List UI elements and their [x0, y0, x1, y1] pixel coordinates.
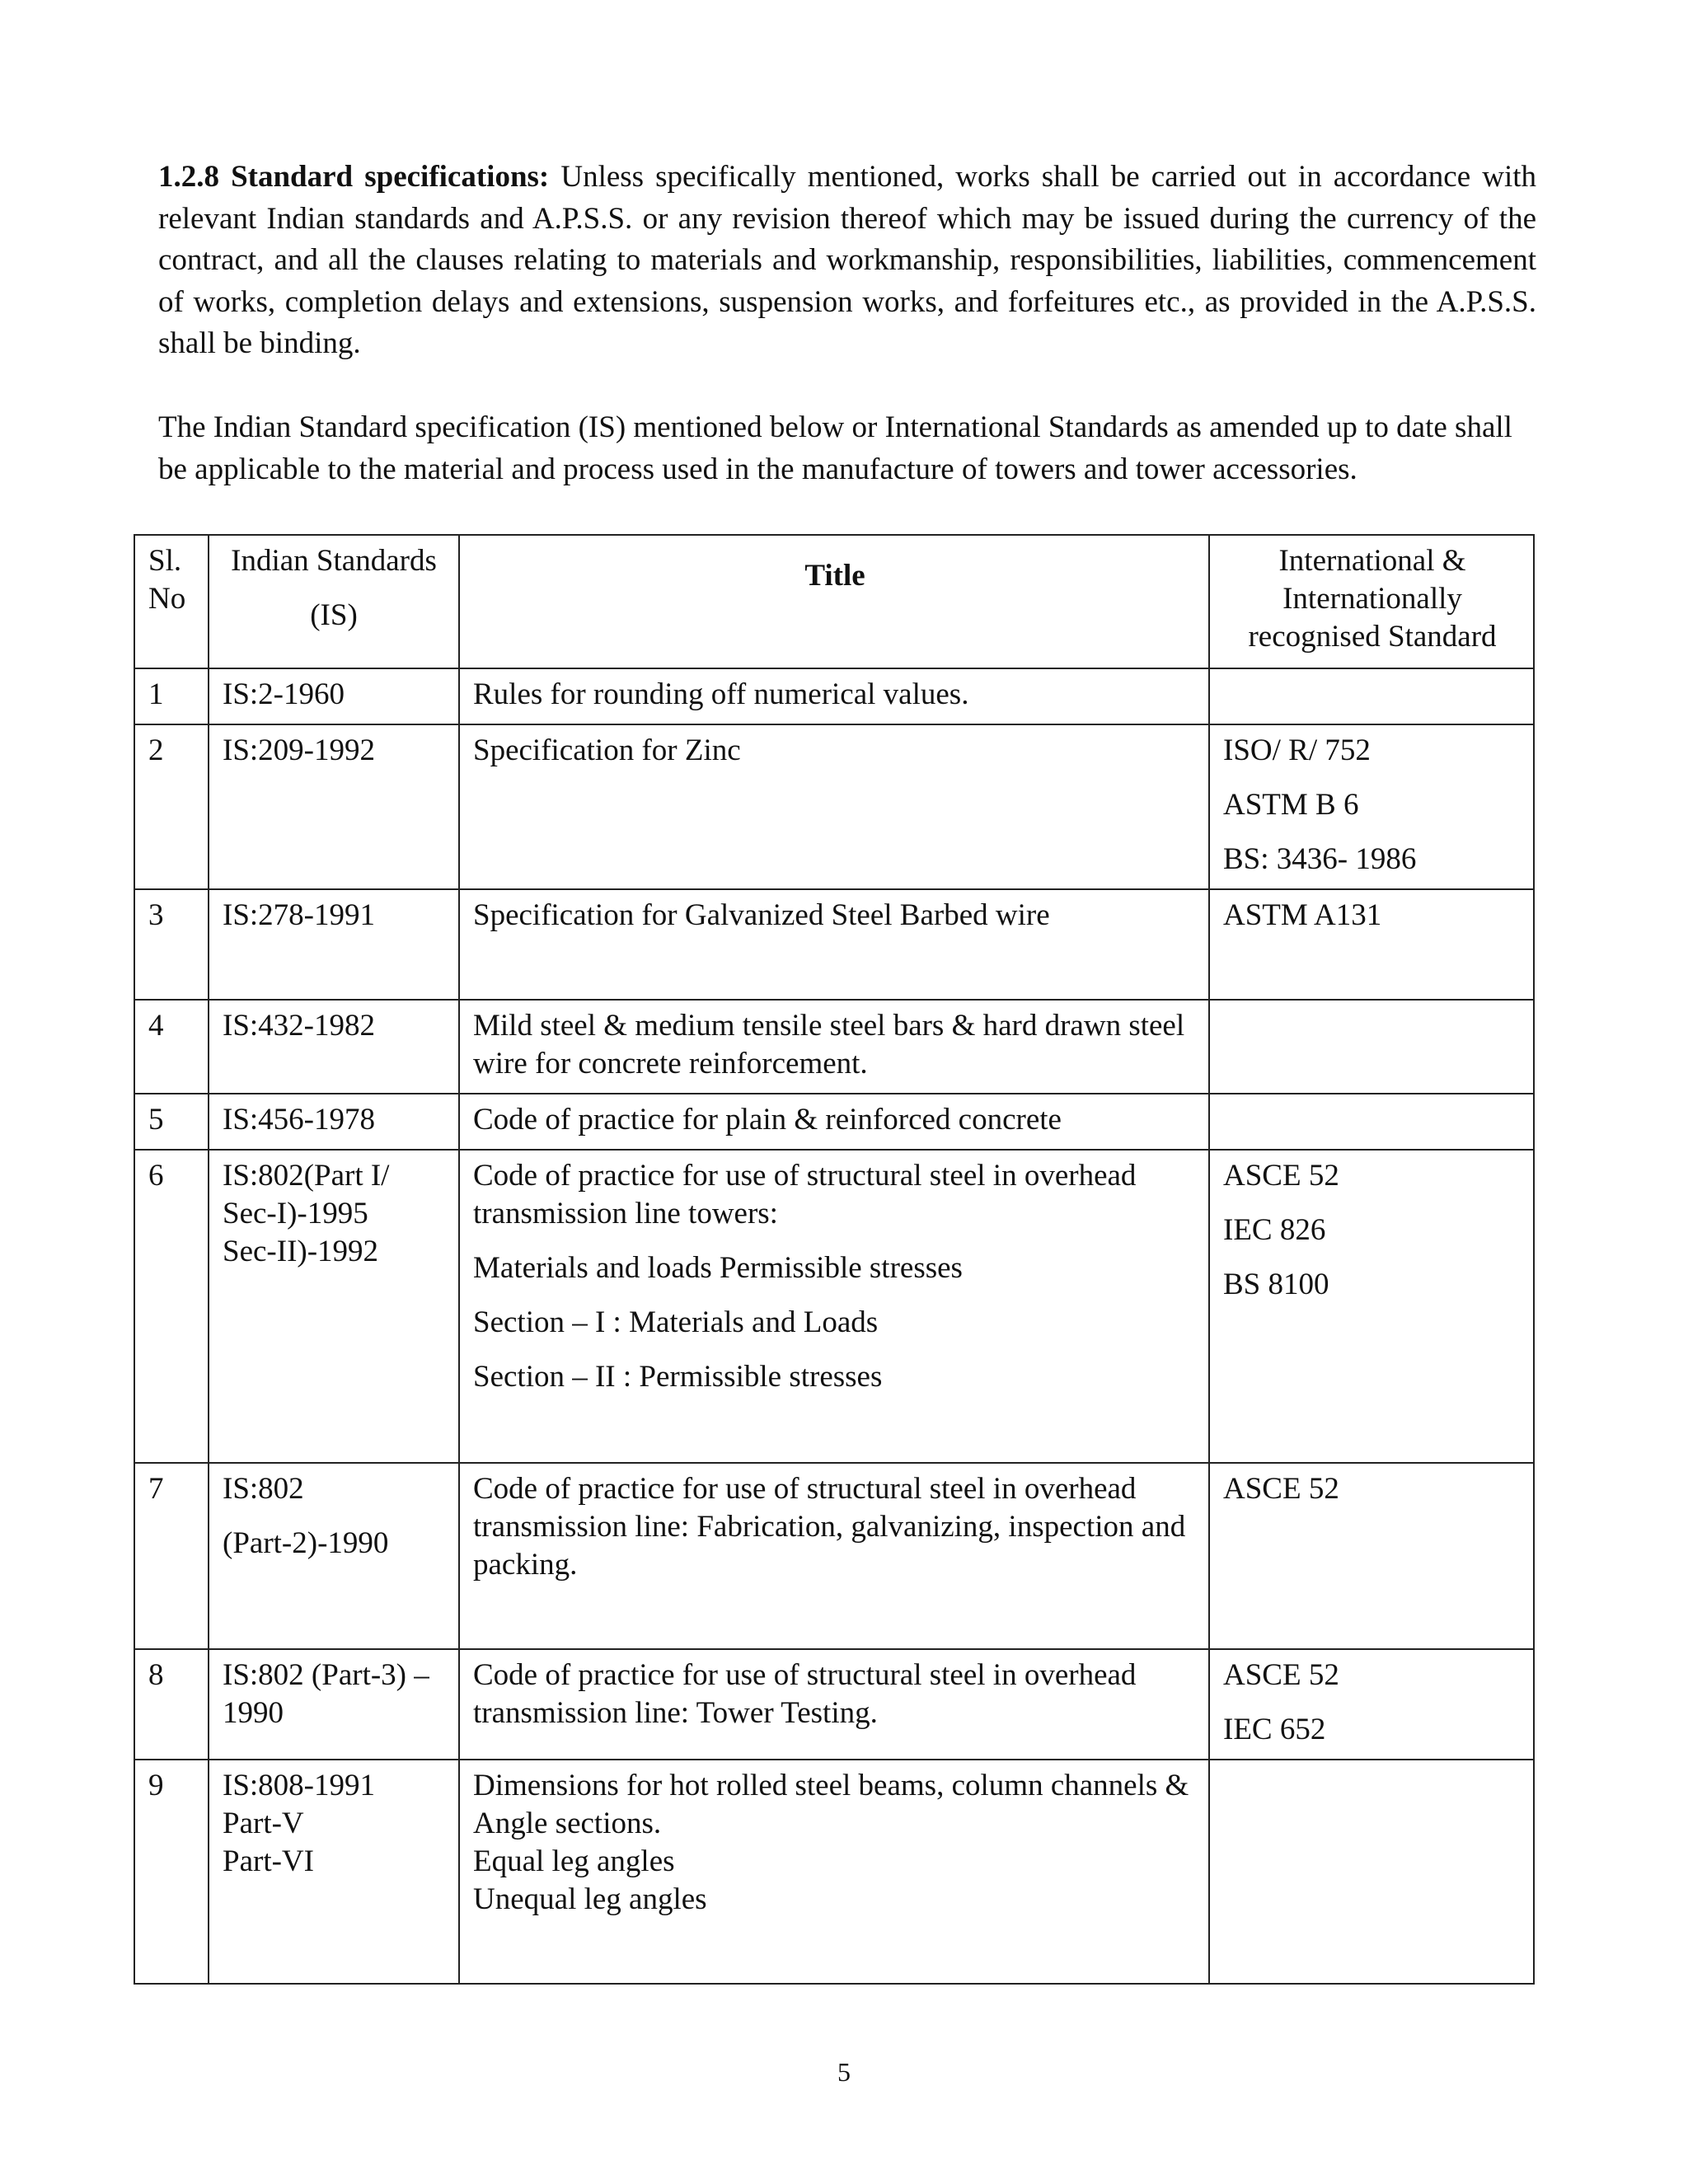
table-row: [134, 1463, 1534, 1649]
cell-international-standard: ASCE 52 IEC 652: [1209, 1649, 1534, 1760]
cell-international-standard: [1209, 668, 1534, 724]
cell-sl-no: 7: [134, 1463, 209, 1649]
table-row: [134, 1649, 1534, 1760]
cell-indian-standard: IS:802 (Part-2)-1990: [209, 1463, 459, 1649]
table-header-row: [134, 535, 1534, 668]
cell-sl-no: 6: [134, 1150, 209, 1463]
cell-title: Mild steel & medium tensile steel bars & hard drawn steel wire for concrete reinforcement.: [459, 1000, 1209, 1094]
cell-title: Code of practice for use of structural steel in overhead transmission line: Tower Testing.: [459, 1649, 1209, 1760]
cell-title: Rules for rounding off numerical values.: [459, 668, 1209, 724]
cell-international-standard: ASCE 52 IEC 826 BS 8100: [1209, 1150, 1534, 1463]
cell-sl-no: 3: [134, 889, 209, 1000]
table-row: [134, 724, 1534, 889]
table-row: [134, 889, 1534, 1000]
cell-sl-no: 4: [134, 1000, 209, 1094]
cell-sl-no: 9: [134, 1760, 209, 1984]
table-row: [134, 1000, 1534, 1094]
standard-specifications-paragraph: [158, 157, 1536, 365]
cell-sl-no: 8: [134, 1649, 209, 1760]
section-heading: 1.2.8 Standard specifications:: [158, 160, 550, 194]
table-row: [134, 1760, 1534, 1984]
cell-sl-no: 2: [134, 724, 209, 889]
cell-international-standard: [1209, 1000, 1534, 1094]
standards-table: [134, 534, 1535, 1985]
cell-title: Specification for Zinc: [459, 724, 1209, 889]
header-indian-standards: Indian Standards (IS): [209, 535, 459, 668]
header-title: Title: [459, 535, 1209, 668]
page-number: 5: [837, 2057, 851, 2087]
cell-international-standard: ISO/ R/ 752 ASTM B 6 BS: 3436- 1986: [1209, 724, 1534, 889]
header-sl-no: Sl. No: [134, 535, 209, 668]
header-international-standard: International & Internationally recognised Standard: [1209, 535, 1534, 668]
cell-title: Code of practice for use of structural steel in overhead transmission line: Fabrication, galvanizing, inspection and packing.: [459, 1463, 1209, 1649]
section-body: Unless specifically mentioned, works shall be carried out in accordance with relevant Indian standards and A.P.S.S. or any revision thereof which may be issued during the currency of the contract, and all the clauses relating to materials and workmanship, responsibilities, liabilities, commencement of works, completion delays and extensions, suspension works, and forfeitures etc., as provided in the A.P.S.S. shall be binding.: [158, 160, 1537, 360]
cell-indian-standard: IS:278-1991: [209, 889, 459, 1000]
cell-sl-no: 1: [134, 668, 209, 724]
cell-indian-standard: IS:209-1992: [209, 724, 459, 889]
cell-title: Specification for Galvanized Steel Barbed wire: [459, 889, 1209, 1000]
table-row: [134, 1094, 1534, 1150]
cell-international-standard: ASCE 52: [1209, 1463, 1534, 1649]
cell-indian-standard: IS:808-1991 Part-V Part-VI: [209, 1760, 459, 1984]
cell-title: Code of practice for use of structural steel in overhead transmission line towers: Materials and loads Permissible stresses Section – I : Materials and Loads Section – II : Permissible stresses: [459, 1150, 1209, 1463]
table-row: [134, 668, 1534, 724]
cell-sl-no: 5: [134, 1094, 209, 1150]
cell-indian-standard: IS:2-1960: [209, 668, 459, 724]
cell-indian-standard: IS:456-1978: [209, 1094, 459, 1150]
table-row: [134, 1150, 1534, 1463]
cell-indian-standard: IS:432-1982: [209, 1000, 459, 1094]
cell-indian-standard: IS:802 (Part-3) – 1990: [209, 1649, 459, 1760]
cell-international-standard: [1209, 1760, 1534, 1984]
cell-title: Code of practice for plain & reinforced concrete: [459, 1094, 1209, 1150]
cell-indian-standard: IS:802(Part I/ Sec-I)-1995 Sec-II)-1992: [209, 1150, 459, 1463]
cell-title: Dimensions for hot rolled steel beams, column channels & Angle sections. Equal leg angles Unequal leg angles: [459, 1760, 1209, 1984]
cell-international-standard: [1209, 1094, 1534, 1150]
intro-paragraph: The Indian Standard specification (IS) mentioned below or International Standards as amended up to date shall be applicable to the material and process used in the manufacture of towers and tower accessories.: [158, 410, 1512, 486]
cell-international-standard: ASTM A131: [1209, 889, 1534, 1000]
